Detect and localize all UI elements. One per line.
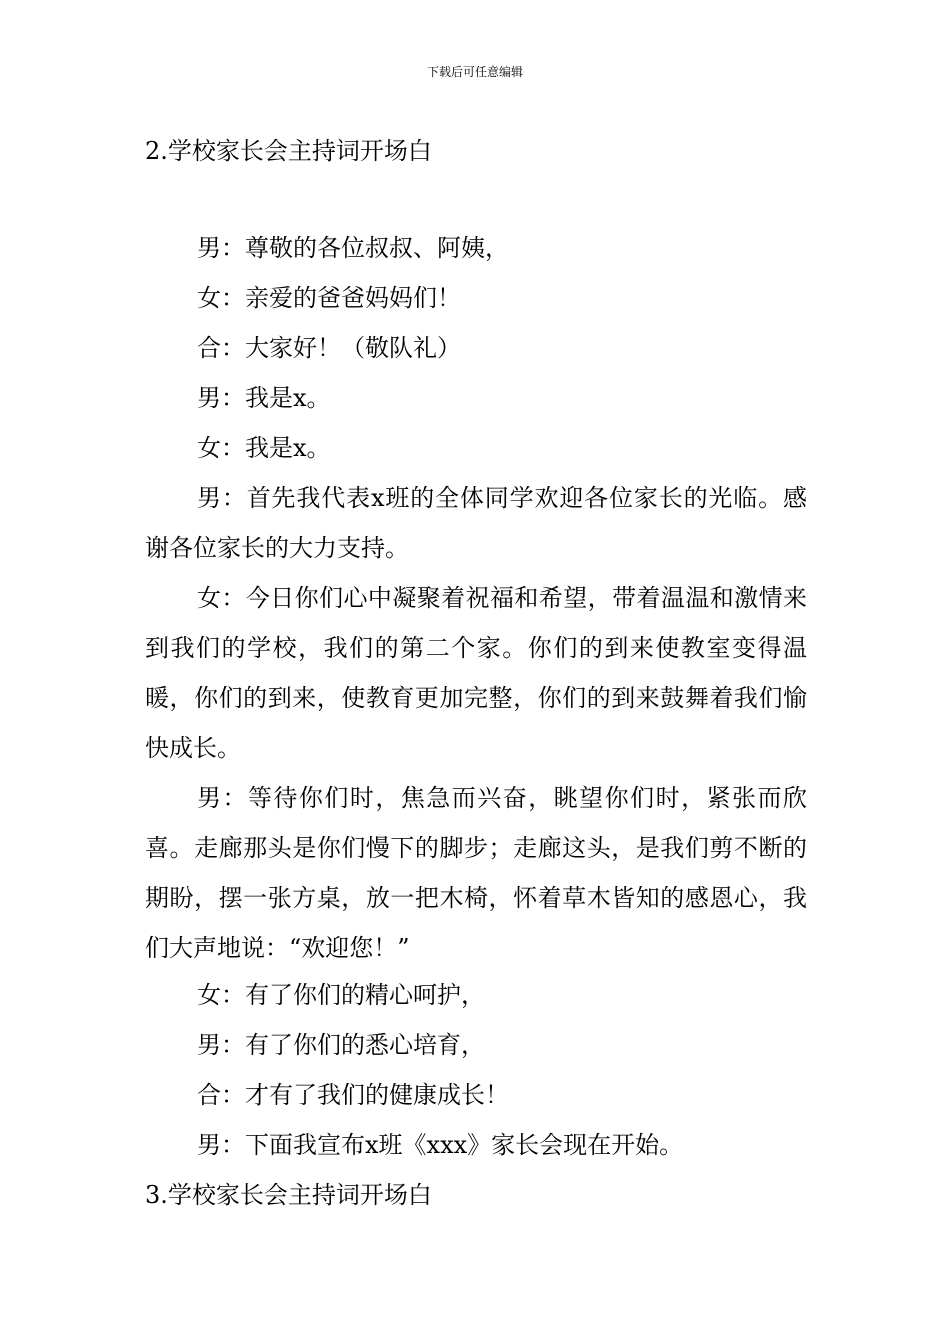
dialogue-line: 合：才有了我们的健康成长！ bbox=[197, 1081, 509, 1109]
dialogue-line: 女：亲爱的爸爸妈妈们！ bbox=[197, 284, 461, 312]
section-3-heading: 3.学校家长会主持词开场白 bbox=[145, 1181, 432, 1209]
dialogue-line: 男：有了你们的悉心培育， bbox=[197, 1031, 485, 1059]
dialogue-line: 男：我是x。 bbox=[197, 384, 331, 412]
dialogue-paragraph: 女：今日你们心中凝聚着祝福和希望，带着温温和激情来到我们的学校，我们的第二个家。你们的到来使教室变得温暖，你们的到来，使教育更加完整，你们的到来鼓舞着我们愉快成长。 bbox=[145, 584, 807, 762]
dialogue-line: 女：有了你们的精心呵护， bbox=[197, 981, 485, 1009]
dialogue-line: 男：下面我宣布x班《xxx》家长会现在开始。 bbox=[197, 1131, 684, 1159]
dialogue-line: 男：尊敬的各位叔叔、阿姨， bbox=[197, 234, 509, 262]
dialogue-paragraph: 男：等待你们时，焦急而兴奋，眺望你们时，紧张而欣喜。走廊那头是你们慢下的脚步；走廊这头，是我们剪不断的期盼，摆一张方桌，放一把木椅，怀着草木皆知的感恩心，我们大声地说：“欢迎您！” bbox=[145, 784, 807, 962]
section-2-heading: 2.学校家长会主持词开场白 bbox=[145, 137, 432, 165]
dialogue-paragraph: 男：首先我代表x班的全体同学欢迎各位家长的光临。感谢各位家长的大力支持。 bbox=[145, 484, 807, 562]
dialogue-line: 合：大家好！（敬队礼） bbox=[197, 334, 461, 362]
page-header: 下载后可任意编辑 bbox=[426, 65, 523, 79]
dialogue-line: 女：我是x。 bbox=[197, 434, 331, 462]
